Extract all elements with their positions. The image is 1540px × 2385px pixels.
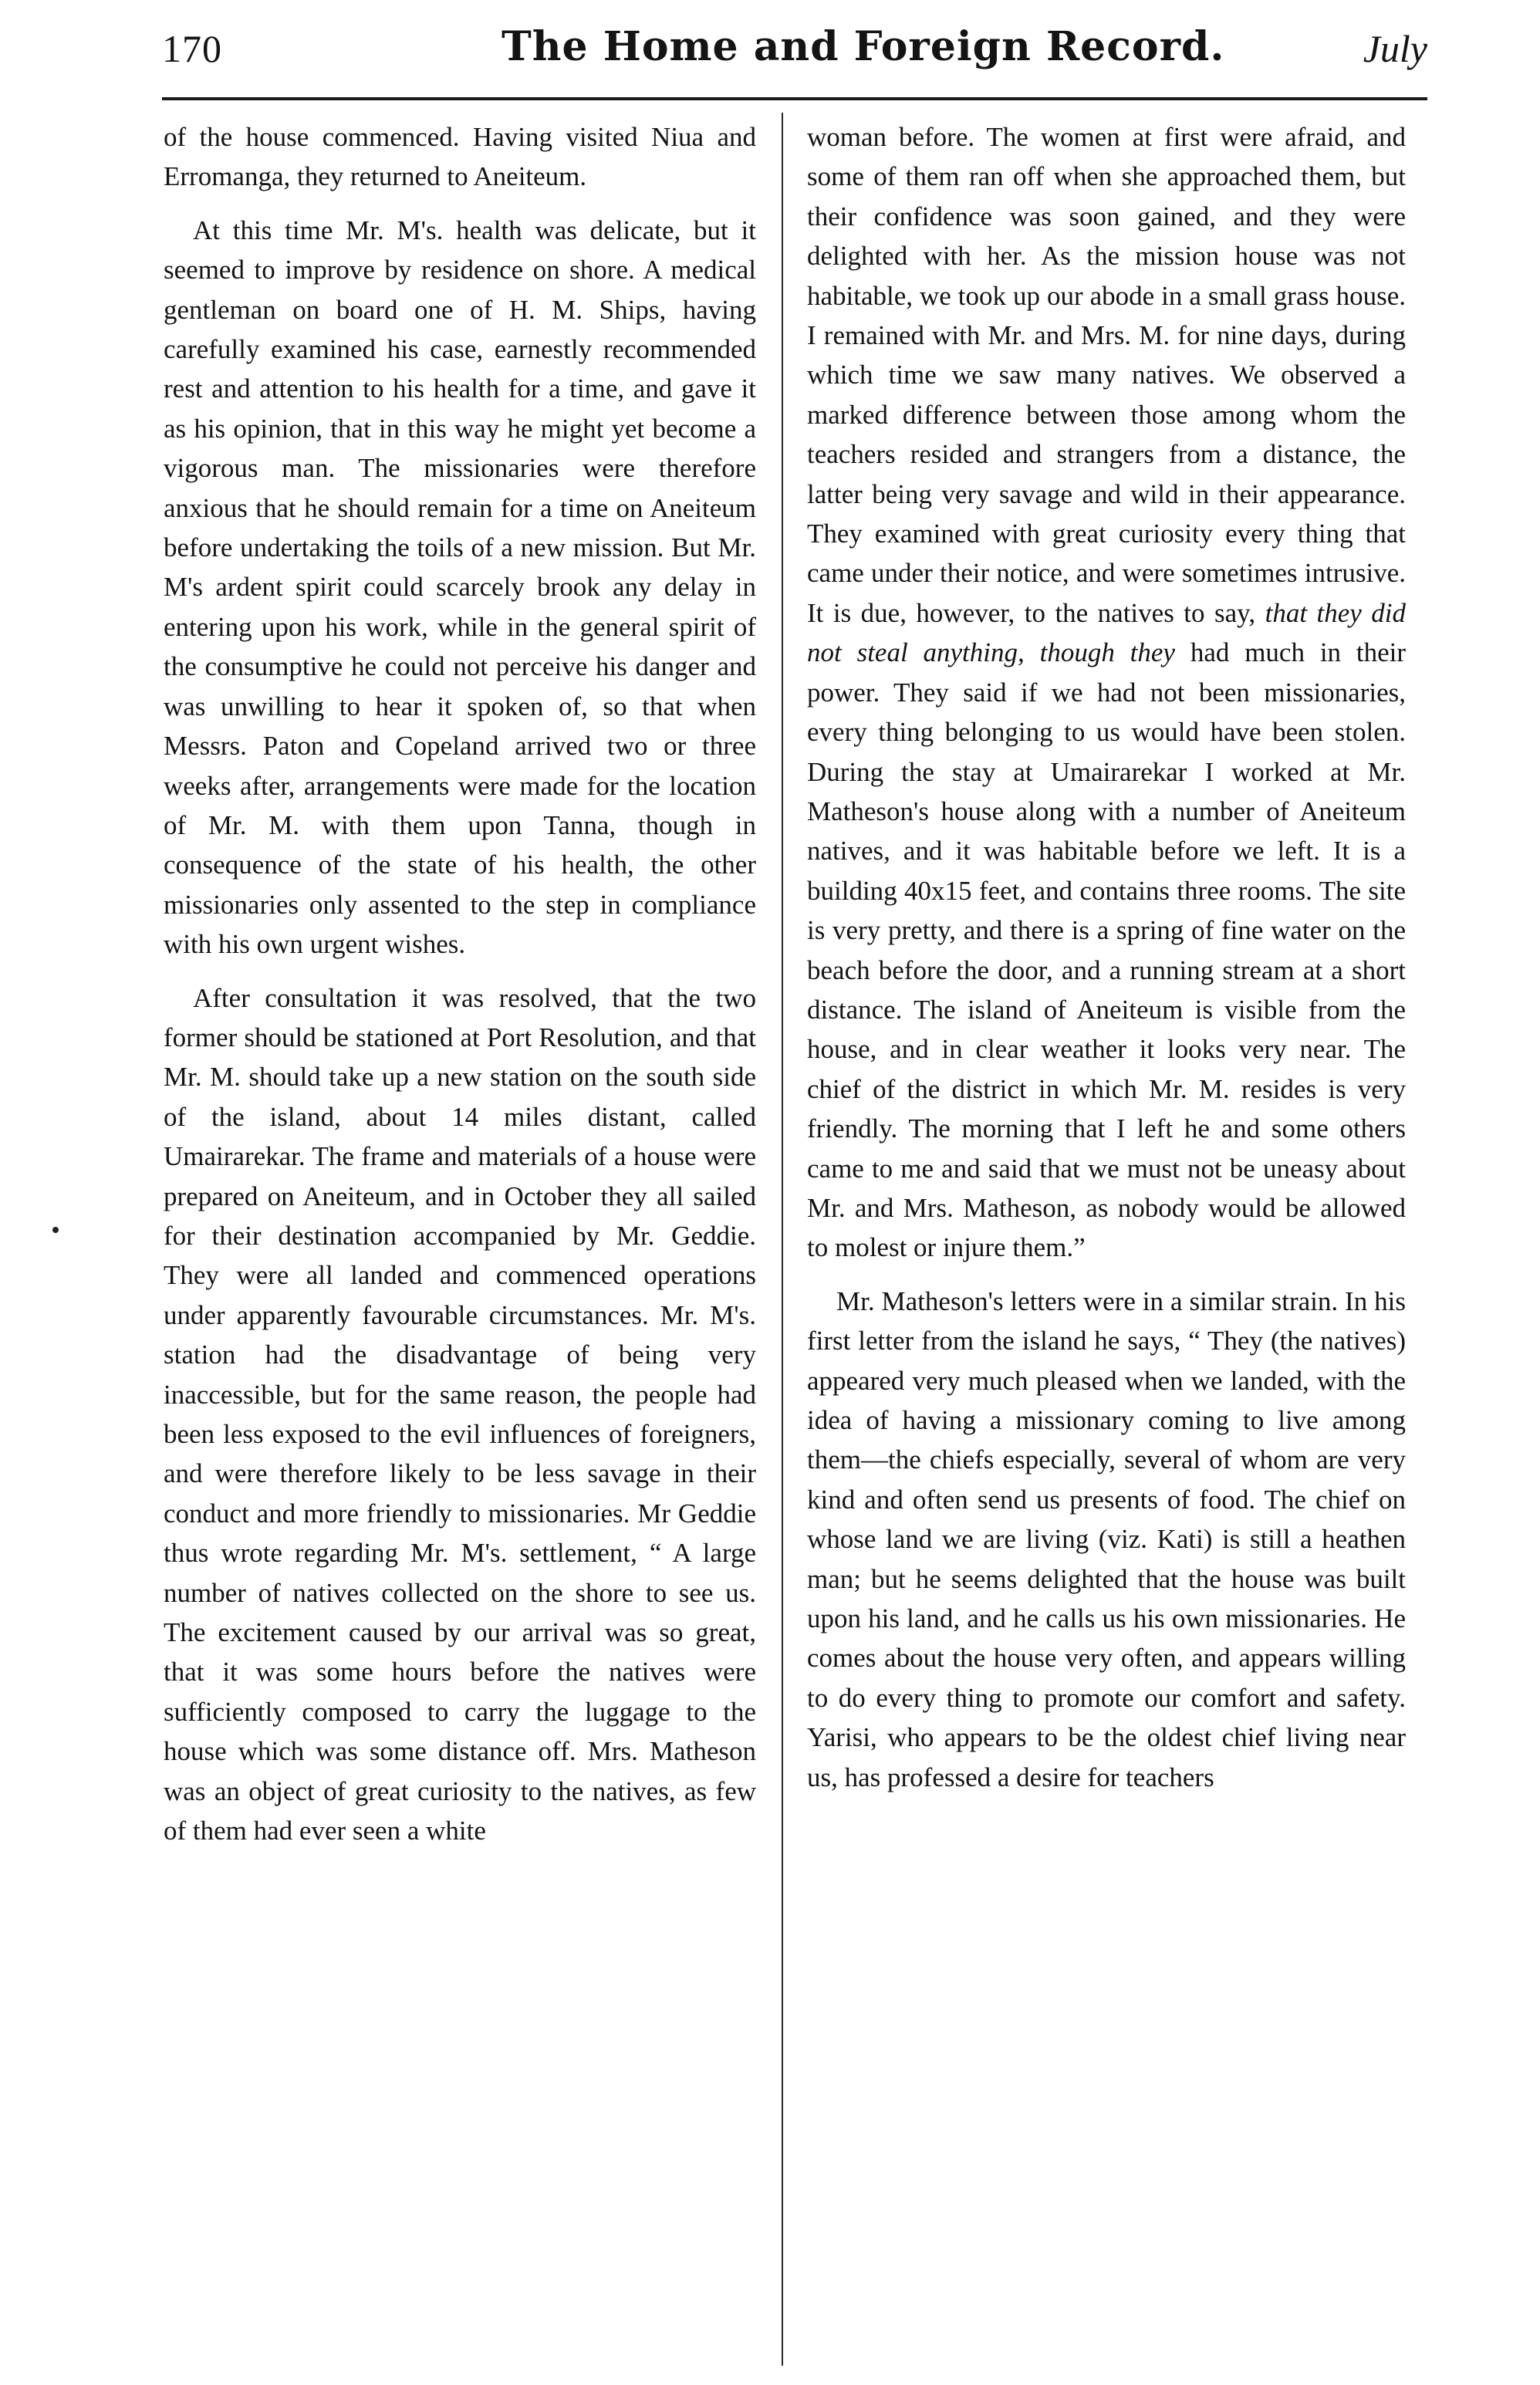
paragraph-text: woman before. The women at first were afraid, and some of them ran off when she approached them, but their confidence was soon gained, and they were delighted with her. As the mission house was not habitable, we took up our abode in a small grass house. I remained with Mr. and Mrs. M. for nine days, during which time we saw many natives. We observed a marked difference between those among whom the teachers resided and strangers from a distance, the latter being very savage and wild in their appearance. They examined with great curiosity every thing that came under their notice, and were sometimes intrusive. It is due, however, to the natives to say, [807,122,1406,628]
paragraph: At this time Mr. M's. health was delicate, but it seemed to improve by residence on shore. A medical gentleman on board one of H. M. Ships, having carefully examined his case, earnestly recommended rest and attention to his health for a time, and gave it as his opinion, that in this way he might yet become a vigorous man. The missionaries were therefore anxious that he should remain for a time on Aneiteum before undertaking the toils of a new mission. But Mr. M's ardent spirit could scarcely brook any delay in entering upon his work, while in the general spirit of the consumptive he could not perceive his danger and was unwilling to hear it spoken of, so that when Messrs. Paton and Copeland arrived two or three weeks after, arrangements were made for the location of Mr. M. with them upon Tanna, though in consequence of the state of his health, the other missionaries only assented to the step in compliance with his own urgent wishes. [164,215,756,960]
right-column [807,117,1406,1811]
paragraph-text: had much in their power. They said if we had not been missionaries, every thing belonging to us would have been stolen. During the stay at Umairarekar I worked at Mr. Matheson's house along with a number of Aneiteum natives, and it was habitable before we left. It is a building 40x15 feet, and contains three rooms. The site is very pretty, and there is a spring of fine water on the beach before the door, and a running stream at a short distance. The island of Aneiteum is visible from the house, and in clear weather it looks very near. The chief of the district in which Mr. M. resides is very friendly. The morning that I left he and some others came to me and said that we must not be uneasy about Mr. and Mrs. Matheson, as nobody would be allowed to molest or injure them.” [807,637,1407,1263]
running-header [162,23,1427,97]
paragraph: of the house commenced. Having visited Niua and Erromanga, they returned to Aneiteum. [164,122,756,192]
page-number: 170 [162,27,222,70]
paragraph: Mr. Matheson's letters were in a similar strain. In his first letter from the island he says, “ They (the natives) appeared very much pleased when we landed, with the idea of having a missionary coming to live among them—the chiefs especially, several of whom are very kind and often send us presents of food. The chief on whose land we are living (viz. Kati) is still a heathen man; but he seems delighted that the house was built upon his land, and he calls us his own missionaries. He comes about the house very often, and appears willing to do every thing to promote our comfort and safety. Yarisi, who appears to be the oldest chief living near us, has professed a desire for teachers [807,1285,1406,1792]
italic-emphasis: that they did not steal anything, though they [807,597,1407,668]
header-rule [162,97,1427,100]
ink-speck [52,1227,59,1233]
left-column [164,117,756,1864]
paragraph: After consultation it was resolved, that the two former should be stationed at Port Resolution, and that Mr. M. should take up a new station on the south side of the island, about 14 miles distant, called Umairarekar. The frame and materials of a house were prepared on Aneiteum, and in October they all sailed for their destination accompanied by Mr. Geddie. They were all landed and commenced operations under apparently favourable circumstances. Mr. M's. station had the disadvantage of being very inaccessible, but for the same reason, the people had been less exposed to the evil influences of foreigners, and were therefore likely to be less savage in their conduct and more friendly to missionaries. Mr Geddie thus wrote regarding Mr. M's. settlement, “ A large number of natives collected on the shore to see us. The excitement caused by our arrival was so great, that it was some hours before the natives were sufficiently composed to carry the luggage to the house which was some distance off. Mrs. Matheson was an object of great curiosity to the natives, as few of them had ever seen a white [164,982,756,1846]
column-divider [782,113,783,2366]
journal-title: The Home and Foreign Record. [502,23,1225,70]
issue-month: July [1363,27,1427,70]
paragraph [807,117,1406,1268]
